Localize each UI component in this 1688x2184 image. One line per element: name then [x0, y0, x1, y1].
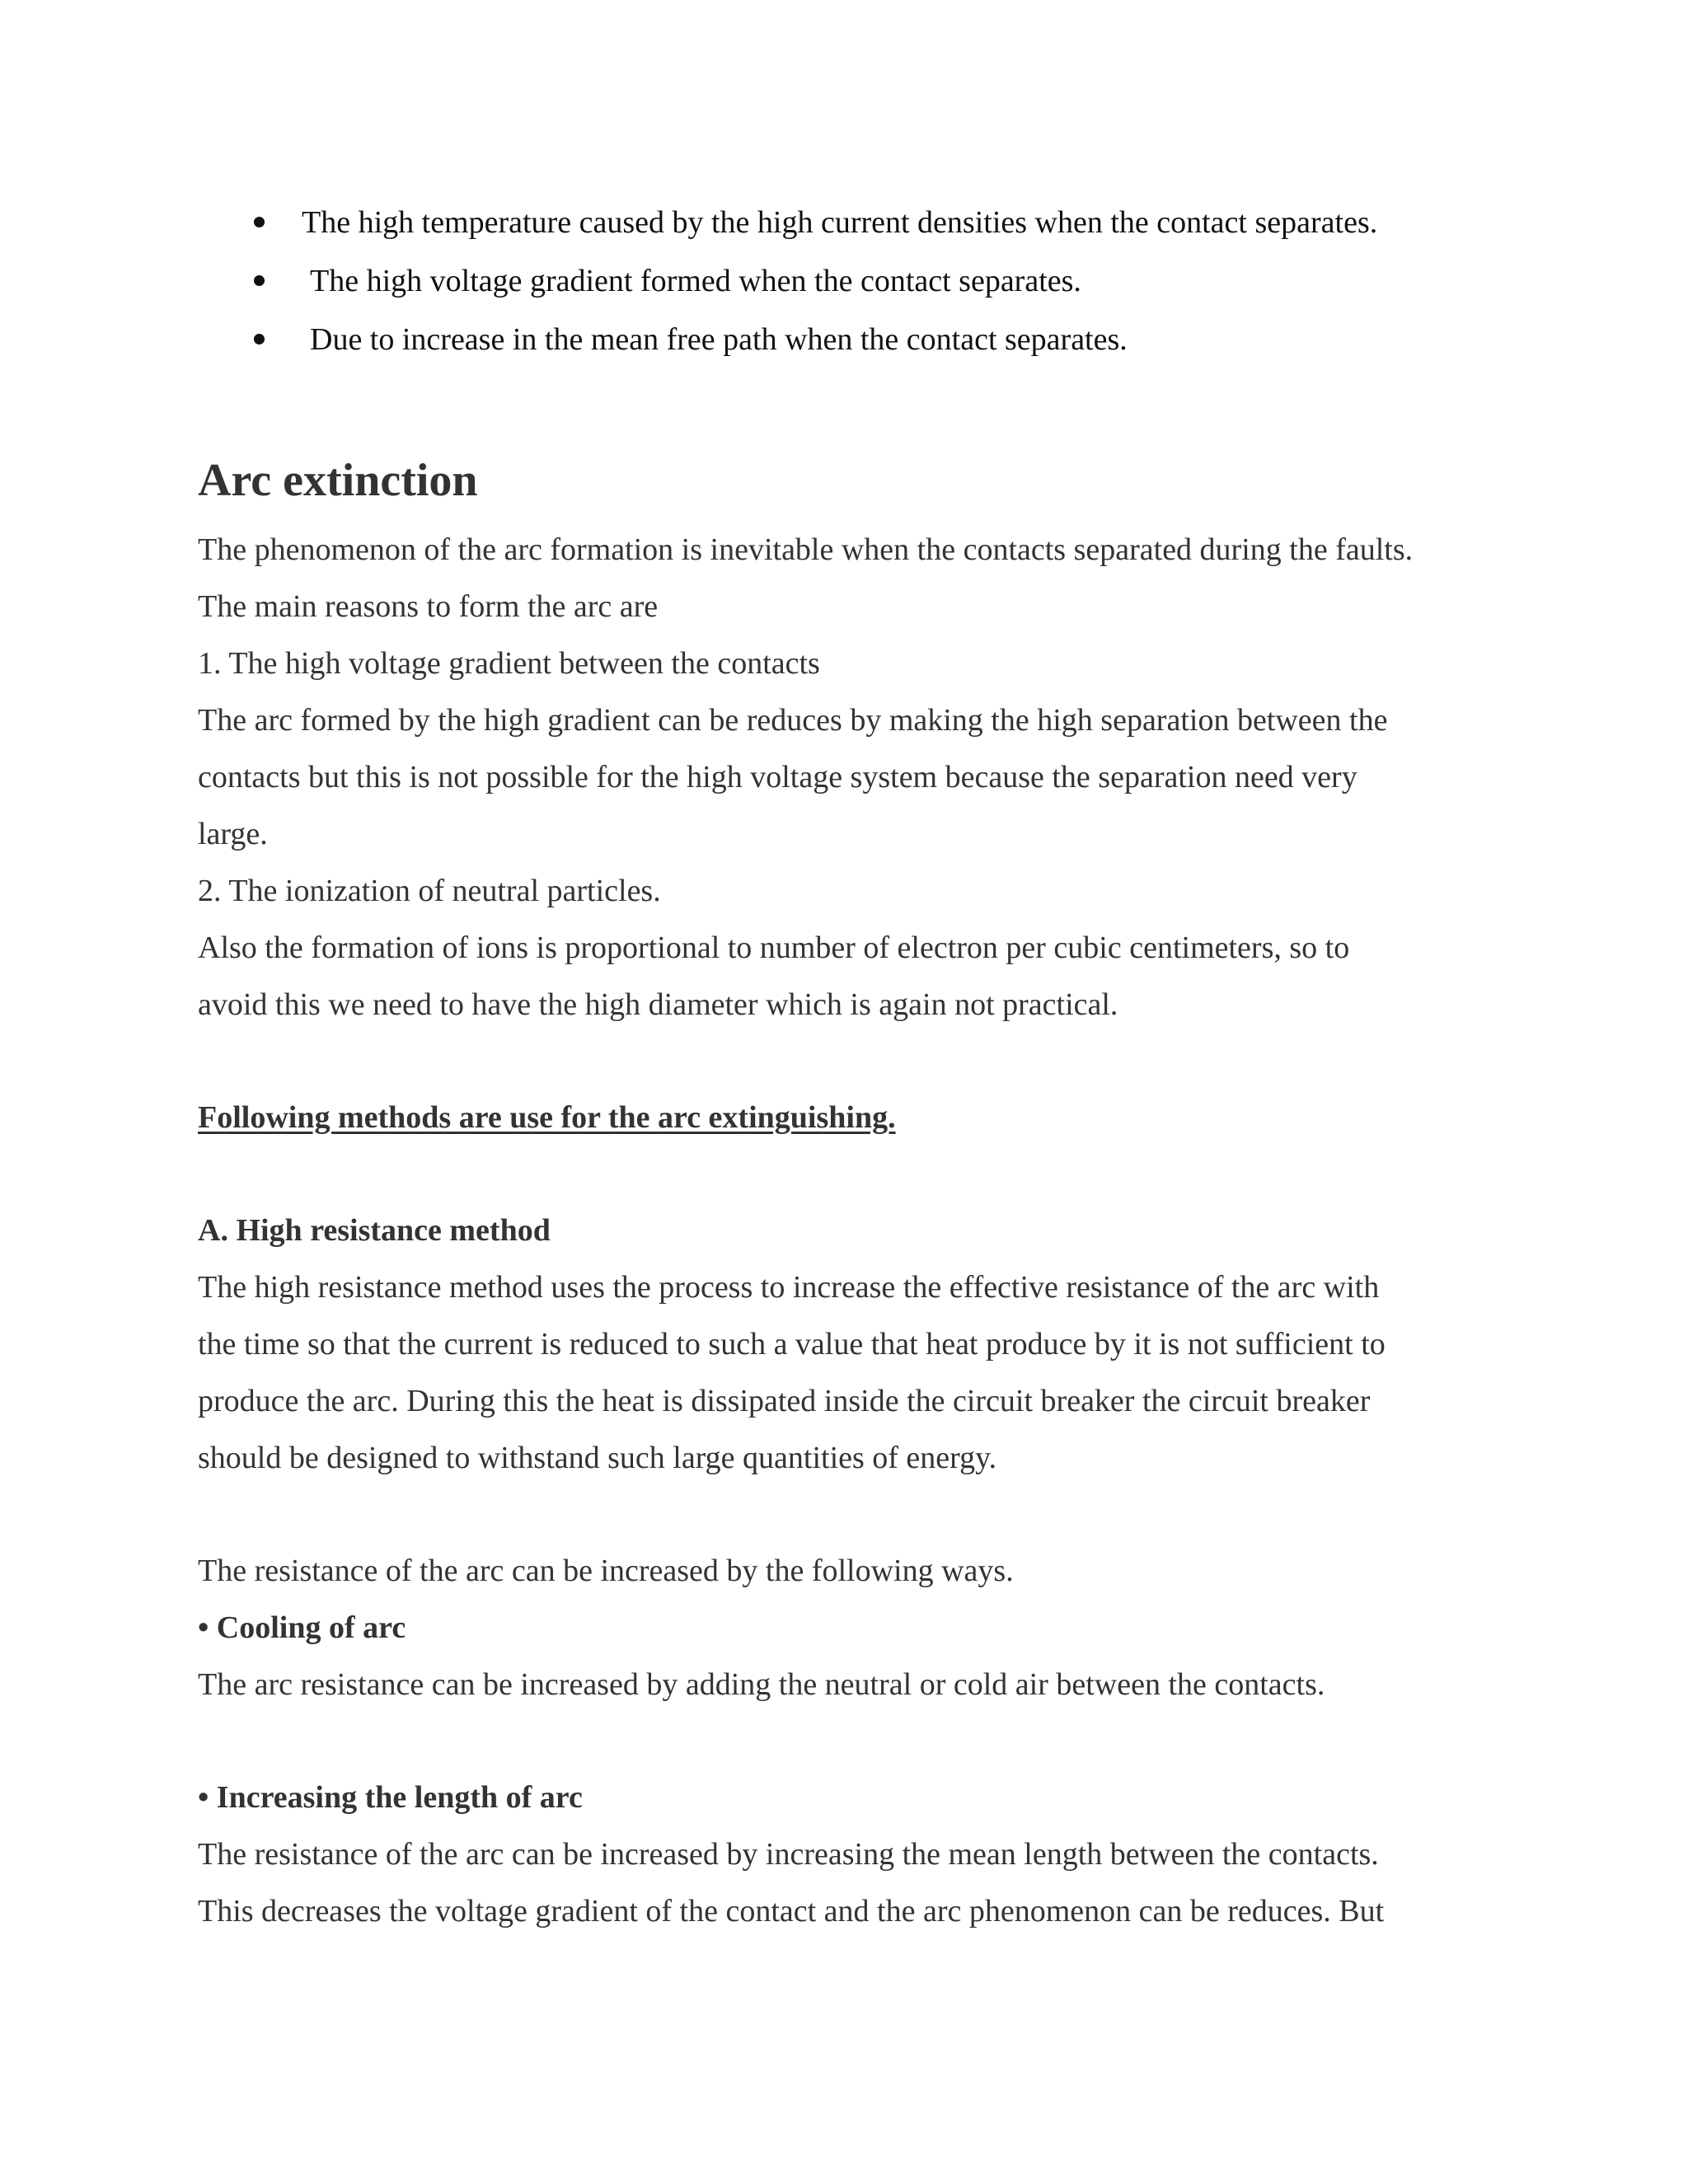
- paragraph-line: avoid this we need to have the high diameter which is again not practical.: [198, 987, 1118, 1022]
- cooling-text: The arc resistance can be increased by adding the neutral or cold air between the contacts.: [198, 1667, 1325, 1702]
- methods-title: Following methods are use for the arc extinguishing.: [198, 1100, 896, 1135]
- paragraph-line: large.: [198, 817, 268, 851]
- paragraph-line: the time so that the current is reduced to such a value that heat produce by it is not sufficient to: [198, 1327, 1386, 1361]
- bullet-icon: [254, 275, 265, 286]
- method-a-title: A. High resistance method: [198, 1213, 551, 1248]
- paragraph-line: The resistance of the arc can be increased by increasing the mean length between the contacts.: [198, 1837, 1379, 1872]
- paragraph-line: The arc formed by the high gradient can be reduces by making the high separation between the: [198, 703, 1388, 738]
- paragraph-line: should be designed to withstand such large quantities of energy.: [198, 1441, 997, 1475]
- list-item-text: Due to increase in the mean free path when the contact separates.: [310, 322, 1128, 357]
- paragraph-line: 2. The ionization of neutral particles.: [198, 874, 661, 908]
- length-title: • Increasing the length of arc: [198, 1780, 583, 1815]
- list-item-text: The high voltage gradient formed when the contact separates.: [310, 264, 1081, 298]
- paragraph-line: contacts but this is not possible for the high voltage system because the separation need very: [198, 760, 1357, 794]
- section-heading: Arc extinction: [198, 455, 478, 506]
- paragraph-line: The main reasons to form the arc are: [198, 589, 659, 624]
- list-item-text: The high temperature caused by the high current densities when the contact separates.: [302, 205, 1378, 240]
- paragraph-line: The high resistance method uses the process to increase the effective resistance of the arc with: [198, 1270, 1380, 1305]
- paragraph-line: Also the formation of ions is proportional to number of electron per cubic centimeters, so to: [198, 930, 1350, 965]
- bullet-icon: [254, 217, 265, 227]
- paragraph-line: The phenomenon of the arc formation is inevitable when the contacts separated during the faults.: [198, 532, 1414, 567]
- cooling-title: • Cooling of arc: [198, 1610, 406, 1645]
- ways-intro: The resistance of the arc can be increased by the following ways.: [198, 1554, 1014, 1588]
- paragraph-line: produce the arc. During this the heat is dissipated inside the circuit breaker the circuit breaker: [198, 1384, 1371, 1418]
- paragraph-line: 1. The high voltage gradient between the contacts: [198, 646, 820, 681]
- paragraph-line: This decreases the voltage gradient of the contact and the arc phenomenon can be reduces. But: [198, 1894, 1385, 1929]
- bullet-icon: [254, 334, 265, 344]
